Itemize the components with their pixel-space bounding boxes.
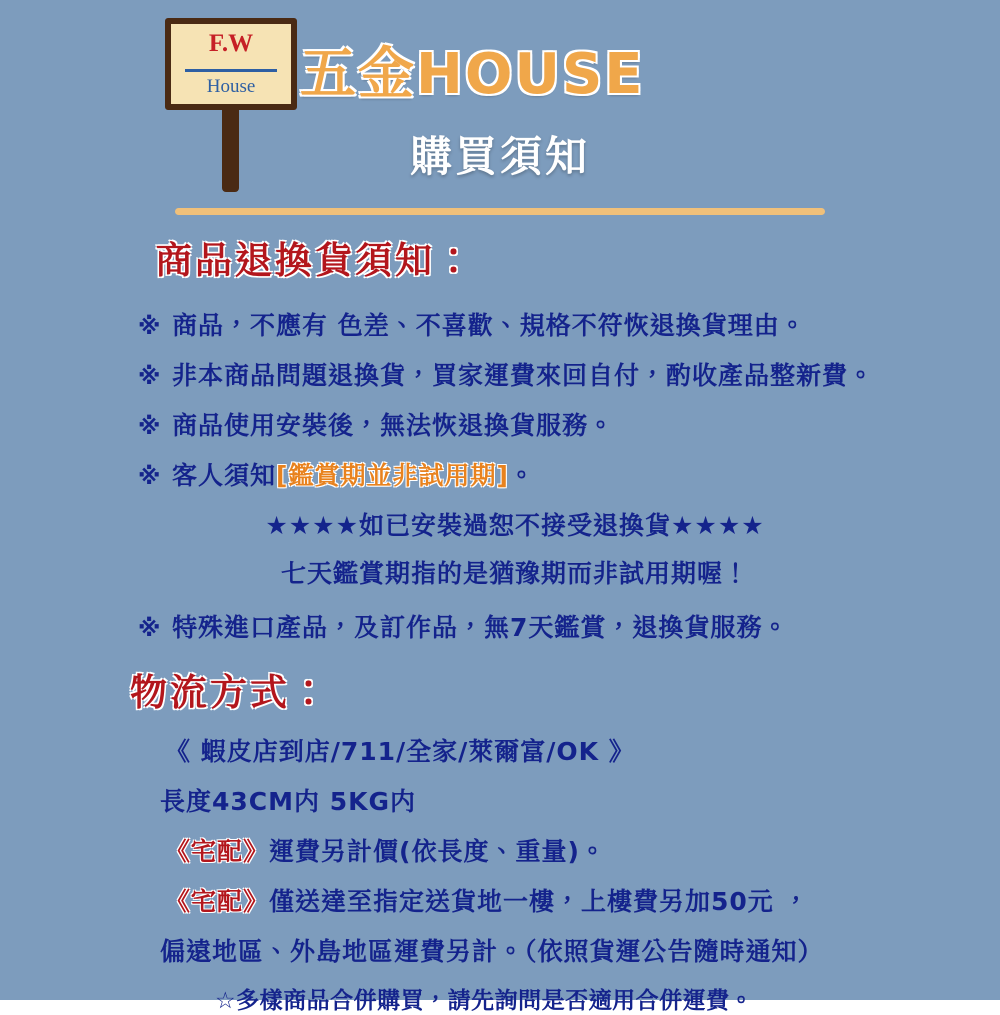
bullet-mark-icon: ※ (138, 464, 162, 490)
page-subtitle: 購買須知 (410, 132, 591, 181)
list-item (138, 306, 1000, 342)
sign-house-text: House (206, 76, 256, 97)
shipping-heading: 物流方式： (130, 671, 330, 714)
shipping-line-text: 《 蝦皮店到店/711/全家/萊爾富/OK 》 (165, 737, 635, 766)
shipping-line-text: 僅送達至指定送貨地一樓，上樓費另加50元 ， (269, 887, 810, 916)
sign-post (222, 110, 239, 192)
header-divider (175, 208, 825, 215)
list-item (138, 608, 1000, 644)
shipping-note: ☆多樣商品合併購買，請先詢問是否適用合併運費。 (215, 988, 754, 1014)
shipping-line-text: 長度43CM内 5KG内 (160, 787, 417, 816)
sign-fw-text: F.W (208, 30, 254, 57)
list-item-text-pre: 客人須知 (172, 461, 277, 490)
title-block (300, 30, 860, 184)
list-item-highlight: [鑑賞期並非試用期] (276, 461, 509, 490)
page-header (0, 0, 1000, 200)
sign-board (165, 18, 297, 110)
shop-sign-logo (165, 18, 305, 193)
list-item (160, 832, 1000, 868)
list-item-text-pre: 特殊進口產品，及訂作品，無7天鑑賞，退換貨服務。 (172, 613, 789, 642)
returns-bullet-list (0, 306, 1000, 492)
returns-bullet-list-last (0, 608, 1000, 644)
page-title: 五金HOUSE (300, 42, 645, 107)
bullet-mark-icon: ※ (138, 616, 162, 642)
list-item (138, 456, 1000, 492)
shipping-list (0, 732, 1000, 968)
list-item-text-pre: 商品，不應有 色差、不喜歡、規格不符恢退換貨理由。 (172, 311, 806, 340)
shipping-line-text: 運費另計價(依長度、重量)。 (269, 837, 606, 866)
list-item (138, 406, 1000, 442)
list-item-text-pre: 非本商品問題退換貨，買家運費來回自付，酌收產品整新費。 (172, 361, 875, 390)
list-item-text (172, 456, 535, 492)
sign-divider-line (185, 69, 277, 72)
bullet-mark-icon: ※ (138, 364, 162, 390)
shipping-tag: 《宅配》 (165, 837, 270, 866)
list-item-text (172, 406, 614, 442)
list-item-text-post: 。 (508, 461, 535, 490)
list-item-text (172, 356, 874, 392)
list-item-text (172, 608, 788, 644)
list-item (160, 882, 1000, 918)
list-item-text-pre: 商品使用安裝後，無法恢退換貨服務。 (172, 411, 615, 440)
bullet-mark-icon: ※ (138, 414, 162, 440)
list-item-text (172, 306, 806, 342)
page-content (0, 230, 1000, 1015)
returns-heading: 商品退換貨須知： (155, 239, 475, 282)
list-item (160, 782, 1000, 818)
list-item (138, 356, 1000, 392)
shipping-line-text: 偏遠地區、外島地區運費另計。（依照貨運公告隨時通知） (160, 937, 824, 966)
list-item (160, 732, 1000, 768)
returns-center-line-2: 七天鑑賞期指的是猶豫期而非試用期喔！ (280, 559, 749, 588)
shipping-tag: 《宅配》 (165, 887, 270, 916)
returns-center-line-1: ★★★★如已安裝過恕不接受退換貨★★★★ (265, 511, 765, 540)
list-item (160, 932, 1000, 968)
bullet-mark-icon: ※ (138, 314, 162, 340)
